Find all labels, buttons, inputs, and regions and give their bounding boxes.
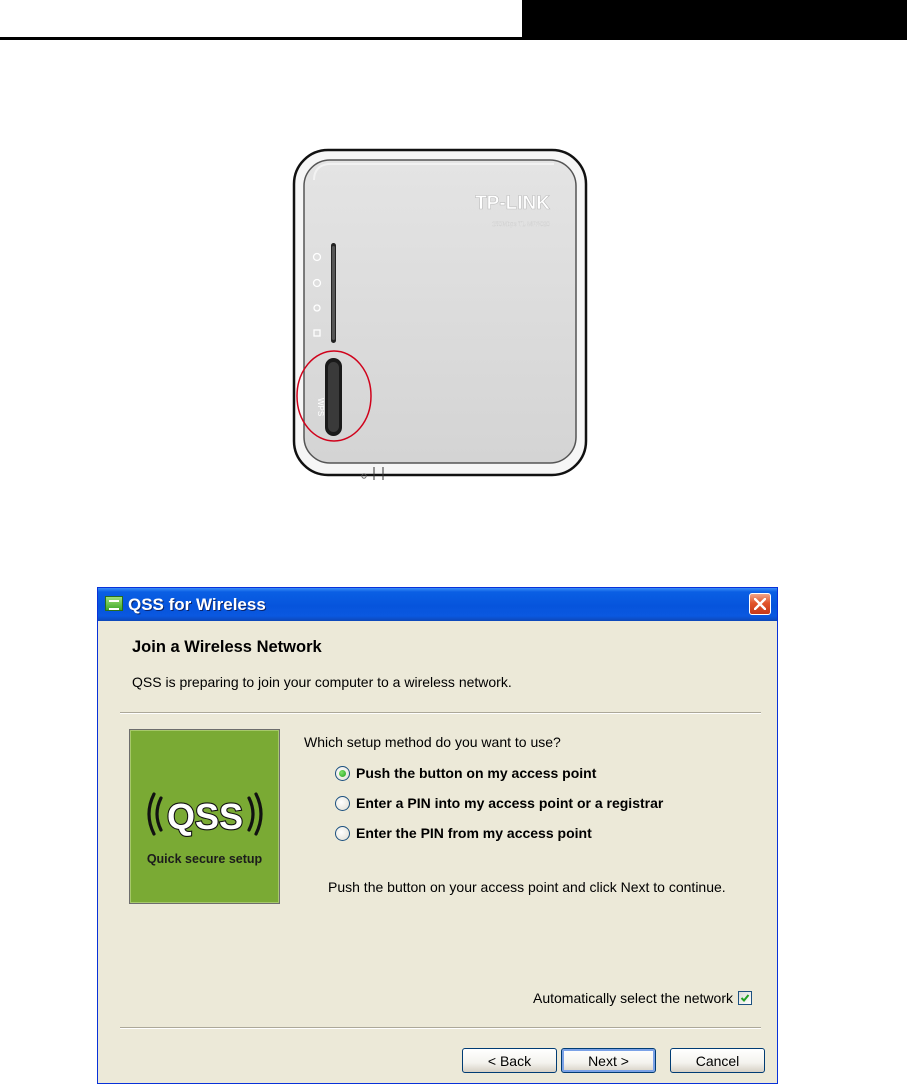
option-pin-from-ap[interactable]: [335, 823, 592, 843]
page-header-rule: [0, 37, 522, 40]
qss-logo-caption: Quick secure setup: [146, 852, 263, 866]
close-icon: [754, 598, 766, 610]
option-push-button[interactable]: [335, 763, 596, 783]
qss-dialog-window: [97, 587, 778, 1084]
radio-push-button[interactable]: [335, 766, 350, 781]
next-button[interactable]: Next >: [561, 1048, 656, 1073]
instruction-text: Push the button on your access point and click Next to continue.: [328, 879, 726, 895]
auto-select-row[interactable]: [533, 989, 752, 1007]
page-header-block: [522, 0, 907, 40]
qss-logo-text: QSS: [166, 796, 244, 837]
page-heading: Join a Wireless Network: [132, 638, 322, 656]
divider: [120, 1027, 761, 1029]
router-image: [284, 140, 596, 485]
title-bar: [98, 588, 777, 621]
auto-select-label: Automatically select the network: [533, 990, 733, 1006]
cancel-button[interactable]: Cancel: [670, 1048, 765, 1073]
radio-pin-from-ap[interactable]: [335, 826, 350, 841]
option-label: Push the button on my access point: [356, 765, 597, 781]
app-icon: [105, 596, 123, 611]
auto-select-checkbox[interactable]: [738, 991, 752, 1005]
option-enter-pin-registrar[interactable]: [335, 793, 663, 813]
divider: [120, 712, 761, 714]
option-label: Enter a PIN into my access point or a registrar: [356, 795, 664, 811]
checkmark-icon: [740, 993, 750, 1003]
router-model: 150Mbps TL-MR3020: [492, 222, 550, 228]
setup-method-question: Which setup method do you want to use?: [304, 734, 561, 750]
radio-enter-pin-registrar[interactable]: [335, 796, 350, 811]
option-label: Enter the PIN from my access point: [356, 825, 592, 841]
page-subheading: QSS is preparing to join your computer to a wireless network.: [132, 674, 512, 690]
back-button[interactable]: < Back: [462, 1048, 557, 1073]
qss-logo-panel: [129, 729, 280, 904]
router-brand: TP-LINK: [475, 193, 550, 214]
close-button[interactable]: [749, 593, 771, 615]
window-title: QSS for Wireless: [128, 595, 266, 614]
wps-label: WPS: [316, 398, 325, 417]
qss-logo-icon: [140, 788, 270, 840]
